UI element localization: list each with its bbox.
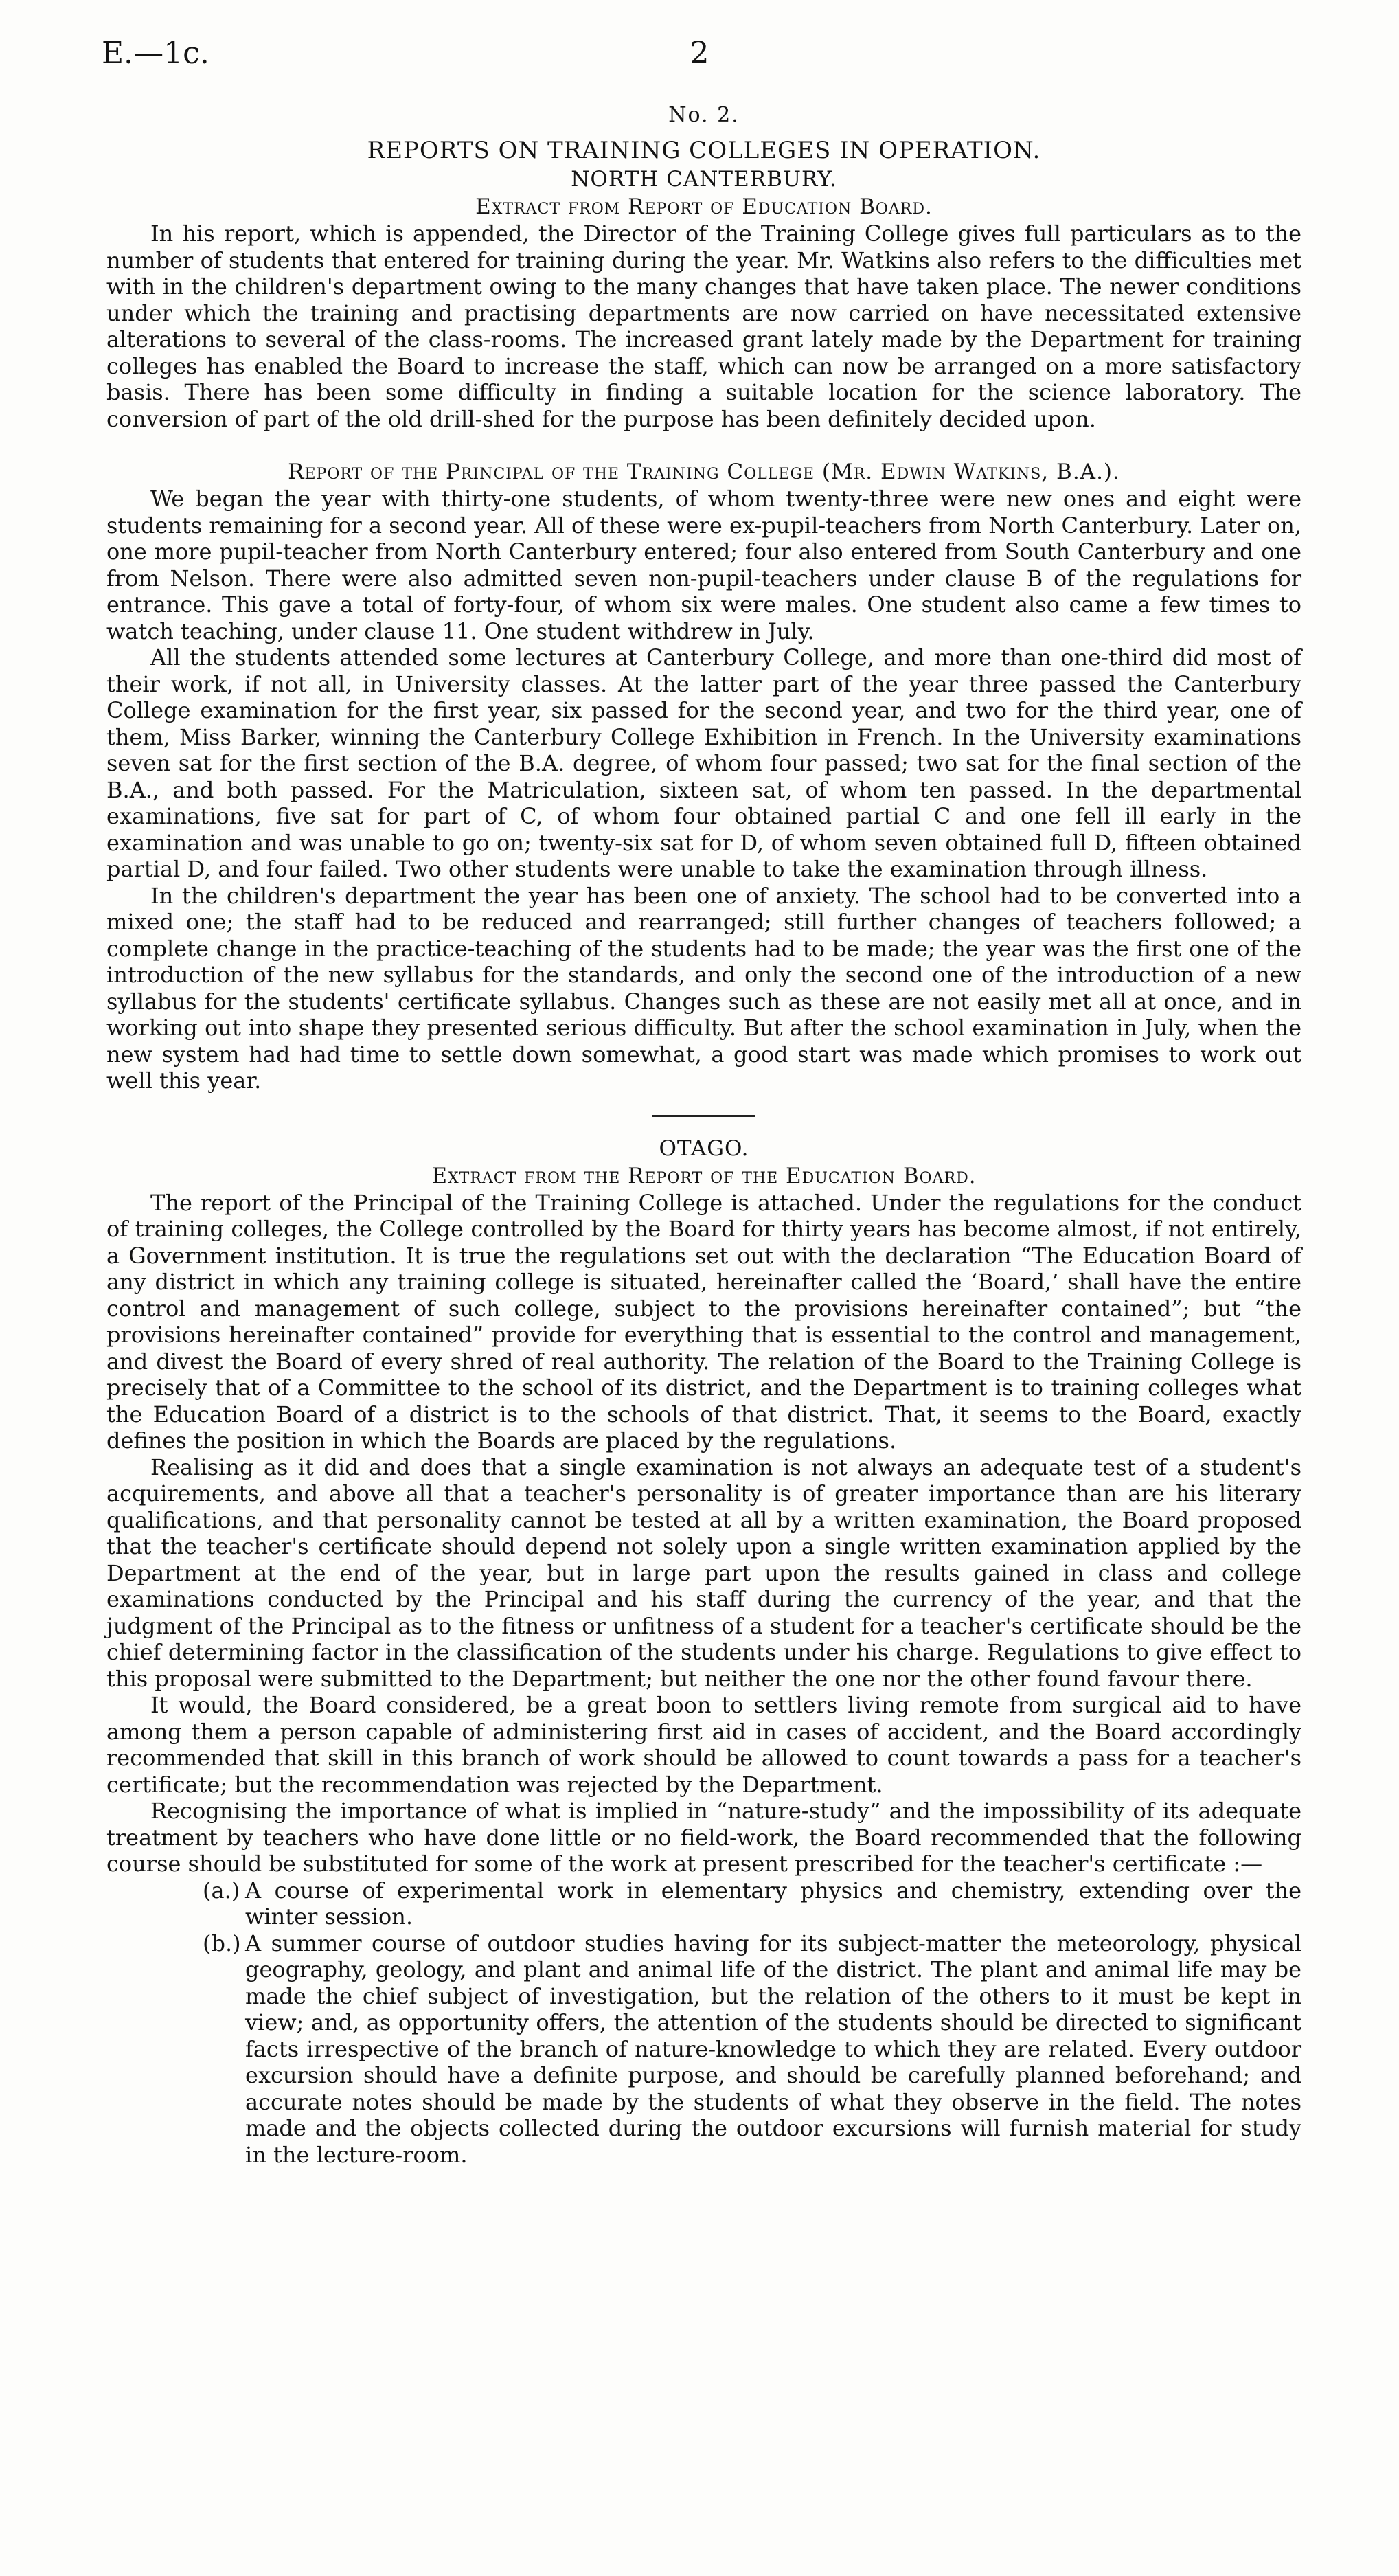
document-code: E.—1c. <box>102 36 209 71</box>
list-item-text: A course of experimental work in elementary physics and chemistry, extending over the winter session. <box>245 1877 1301 1930</box>
north-canterbury-heading: NORTH CANTERBURY. <box>571 167 837 192</box>
report-number: No. 2. <box>668 103 740 127</box>
nc-principal-heading: Report of the Principal of the Training College (Mr. Edwin Watkins, B.A.). <box>288 460 1120 484</box>
list-item-label: (a.) <box>203 1877 240 1903</box>
section-divider <box>652 1115 755 1117</box>
otago-paragraph-3: It would, the Board considered, be a great boon to settlers living remote from surgical aid to have among them a person capable of administering first aid in cases of accident, and the Board accordingly recommended that skill in this branch of work should be allowed to count towards a pass for a teacher's certificate; but the recommendation was rejected by the Department. <box>106 1692 1301 1798</box>
otago-paragraph-1: The report of the Principal of the Training College is attached. Under the regulations for the conduct of training colleges, the College controlled by the Board for thirty years has become almost, if not entirely, a Government institution. It is true the regulations set out with the declaration “The Education Board of any district in which any training college is situated, hereinafter called the ‘Board,’ shall have the entire control and management of such college, subject to the provisions hereinafter contained”; but “the provisions hereinafter contained” provide for everything that is essential to the control and management, and divest the Board of every shred of real authority. The relation of the Board to the Training College is precisely that of a Committee to the school of its district, and the Department is to training colleges what the Education Board of a district is to the schools of that district. That, it seems to the Board, exactly defines the position in which the Boards are placed by the regulations. <box>106 1189 1301 1454</box>
report-title: REPORTS ON TRAINING COLLEGES IN OPERATION. <box>367 137 1041 164</box>
list-item-label: (b.) <box>203 1930 241 1956</box>
document-body <box>106 103 1301 2168</box>
course-list <box>106 1877 1301 2169</box>
page-number: 2 <box>690 36 709 71</box>
list-item-text: A summer course of outdoor studies having for its subject-matter the meteorology, physical geography, geology, and plant and animal life of the district. The plant and animal life may be made the chief subject of investigation, but the relation of the others to it must be kept in view; and, as opportunity offers, the attention of the students should be directed to significant facts irrespective of the branch of nature-knowledge to which they are related. Every outdoor excursion should have a definite purpose, and should be carefully planned beforehand; and accurate notes should be made by the students of what they observe in the field. The notes made and the objects collected during the outdoor excursions will furnish material for study in the lecture-room. <box>245 1930 1301 2168</box>
nc-principal-paragraph-2: All the students attended some lectures at Canterbury College, and more than one-third did most of their work, if not all, in University classes. At the latter part of the year three passed the Canterbury College examination for the first year, six passed for the second year, and two for the third year, one of them, Miss Barker, winning the Canterbury College Exhibition in French. In the University examinations seven sat for the first section of the B.A. degree, of whom four passed; two sat for the final section of the B.A., and both passed. For the Matriculation, sixteen sat, of whom ten passed. In the departmental examinations, five sat for part of C, of whom four obtained partial C and one fell ill early in the examination and was unable to go on; twenty-six sat for D, of whom seven obtained full D, fifteen obtained partial D, and four failed. Two other students were unable to take the examination through illness. <box>106 644 1301 882</box>
nc-extract-heading: Extract from Report of Education Board. <box>475 194 933 219</box>
otago-extract-heading: Extract from the Report of the Education Board. <box>431 1163 977 1188</box>
nc-principal-paragraph-3: In the children's department the year has been one of anxiety. The school had to be converted into a mixed one; the staff had to be reduced and rearranged; still further changes of teachers followed; a complete change in the practice-teaching of the students had to be made; the year was the first one of the introduction of the new syllabus for the standards, and only the second one of the introduction of a new syllabus for the students' certificate syllabus. Changes such as these are not easily met all at once, and in working out into shape they presented serious difficulty. But after the school examination in July, when the new system had had time to settle down somewhat, a good start was made which promises to work out well this year. <box>106 882 1301 1094</box>
otago-paragraph-4: Recognising the importance of what is implied in “nature-study” and the impossibility of its adequate treatment by teachers who have done little or no field-work, the Board recommended that the following course should be substituted for some of the work at present prescribed for the teacher's certificate :— <box>106 1798 1301 1877</box>
otago-section <box>106 1136 1301 2169</box>
list-item <box>203 1930 1301 2169</box>
list-item <box>203 1877 1301 1930</box>
north-canterbury-section <box>106 167 1301 1094</box>
otago-paragraph-2: Realising as it did and does that a single examination is not always an adequate test of a student's acquirements, and above all that a teacher's personality is of greater importance than are his literary qualifications, and that personality cannot be tested at all by a written examination, the Board proposed that the teacher's certificate should depend not solely upon a single written examination applied by the Department at the end of the year, but in large part upon the results gained in class and college examinations conducted by the Principal and his staff during the currency of the year, and that the judgment of the Principal as to the fitness or unfitness of a student for a teacher's certificate should be the chief determining factor in the classification of the students under his charge. Regulations to give effect to this proposal were submitted to the Department; but neither the one nor the other found favour there. <box>106 1454 1301 1692</box>
otago-heading: OTAGO. <box>659 1136 749 1161</box>
nc-extract-paragraph: In his report, which is appended, the Director of the Training College gives full particulars as to the number of students that entered for training during the year. Mr. Watkins also refers to the difficulties met with in the children's department owing to the many changes that have taken place. The newer conditions under which the training and practising departments are now carried on have necessitated extensive alterations to several of the class-rooms. The increased grant lately made by the Department for training colleges has enabled the Board to increase the staff, which can now be arranged on a more satisfactory basis. There has been some difficulty in finding a suitable location for the science laboratory. The conversion of part of the old drill-shed for the purpose has been definitely decided upon. <box>106 221 1301 432</box>
nc-principal-paragraph-1: We began the year with thirty-one students, of whom twenty-three were new ones and eight were students remaining for a second year. All of these were ex-pupil-teachers from North Canterbury. Later on, one more pupil-teacher from North Canterbury entered; four also entered from South Canterbury and one from Nelson. There were also admitted seven non-pupil-teachers under clause B of the regulations for entrance. This gave a total of forty-four, of whom six were males. One student also came a few times to watch teaching, under clause 11. One student withdrew in July. <box>106 486 1301 644</box>
